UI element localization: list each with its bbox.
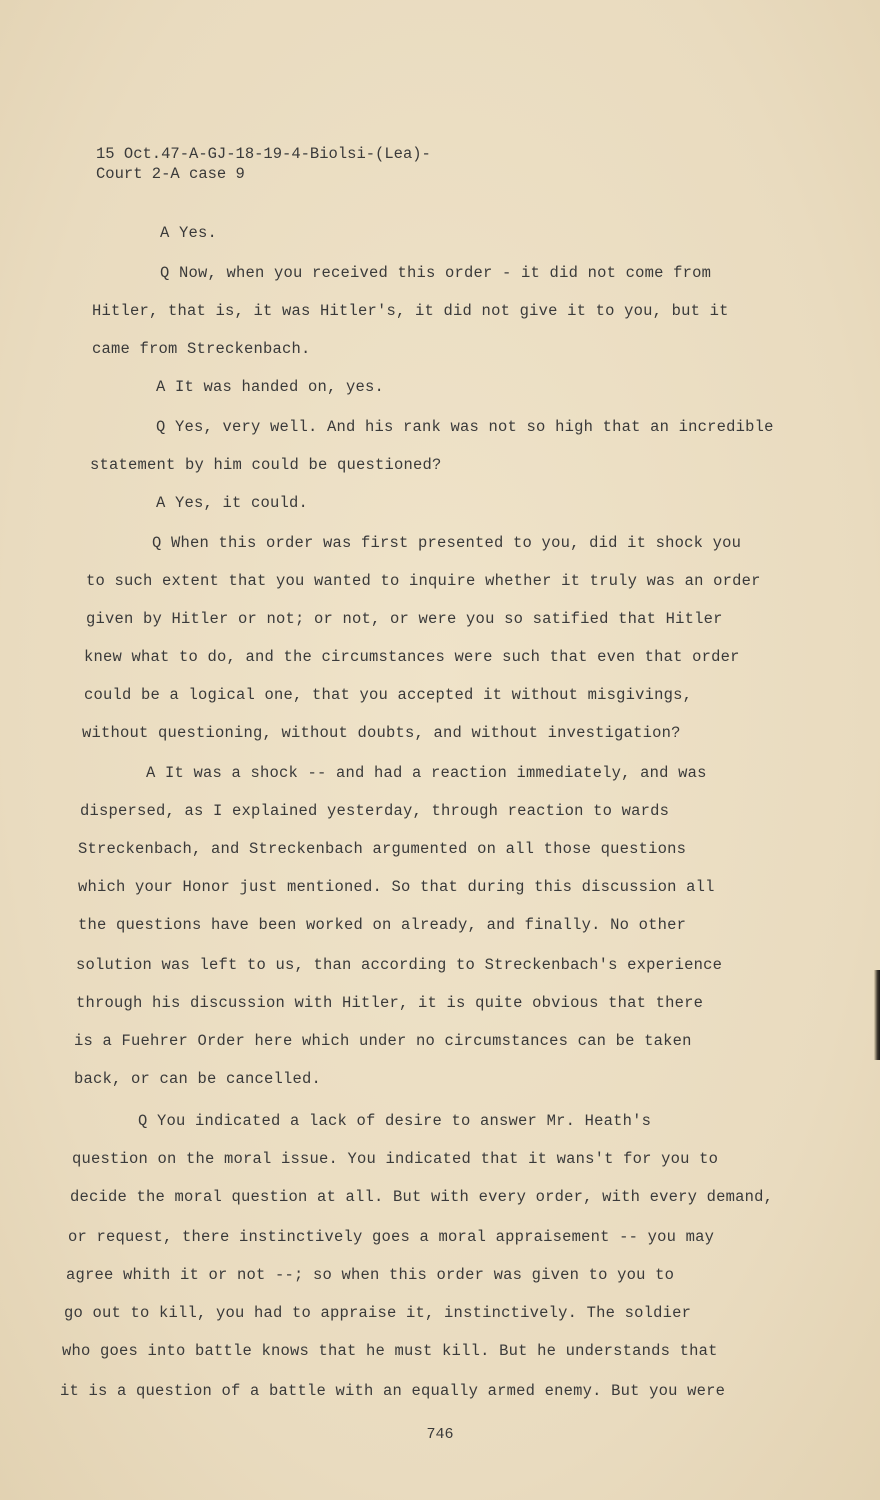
text-line: Q Now, when you received this order - it did not come from xyxy=(160,264,712,282)
text-line: Q Yes, very well. And his rank was not so high that an incredible xyxy=(156,418,774,436)
text-line: solution was left to us, than according to Streckenbach's experience xyxy=(76,956,723,974)
text-line: it is a question of a battle with an equally armed enemy. But you were xyxy=(60,1382,726,1400)
text-line: could be a logical one, that you accepted it without misgivings, xyxy=(84,686,693,704)
text-line: is a Fuehrer Order here which under no circumstances can be taken xyxy=(74,1032,692,1050)
document-header xyxy=(96,144,431,184)
binding-edge xyxy=(874,970,880,1060)
text-line: Q You indicated a lack of desire to answer Mr. Heath's xyxy=(138,1112,652,1130)
text-line: who goes into battle knows that he must kill. But he understands that xyxy=(62,1342,718,1360)
text-line: given by Hitler or not; or not, or were you so satified that Hitler xyxy=(86,610,723,628)
text-line: through his discussion with Hitler, it is quite obvious that there xyxy=(76,994,704,1012)
text-line: A It was a shock -- and had a reaction immediately, and was xyxy=(146,764,707,782)
text-line: which your Honor just mentioned. So that during this discussion all xyxy=(78,878,715,896)
text-line: or request, there instinctively goes a moral appraisement -- you may xyxy=(68,1228,715,1246)
text-line: Q When this order was first presented to you, did it shock you xyxy=(152,534,742,552)
text-line: decide the moral question at all. But with every order, with every demand, xyxy=(70,1188,774,1206)
text-line: statement by him could be questioned? xyxy=(90,456,442,474)
text-line: without questioning, without doubts, and without investigation? xyxy=(82,724,681,742)
text-line: Hitler, that is, it was Hitler's, it did not give it to you, but it xyxy=(92,302,729,320)
text-line: A Yes, it could. xyxy=(156,494,309,512)
text-line: A Yes. xyxy=(160,224,218,242)
text-line: Streckenbach, and Streckenbach argumented on all those questions xyxy=(78,840,687,858)
text-line: back, or can be cancelled. xyxy=(74,1070,322,1088)
text-line: to such extent that you wanted to inquire whether it truly was an order xyxy=(86,572,761,590)
header-line-2: Court 2-A case 9 xyxy=(96,165,245,183)
text-line: question on the moral issue. You indicated that it wans't for you to xyxy=(72,1150,719,1168)
text-line: dispersed, as I explained yesterday, through reaction to wards xyxy=(80,802,670,820)
text-line: came from Streckenbach. xyxy=(92,340,311,358)
text-line: the questions have been worked on already, and finally. No other xyxy=(78,916,687,934)
text-line: knew what to do, and the circumstances were such that even that order xyxy=(84,648,740,666)
header-line-1: 15 Oct.47-A-GJ-18-19-4-Biolsi-(Lea)- xyxy=(96,145,431,163)
page-number: 746 xyxy=(426,1426,454,1443)
text-line: agree whith it or not --; so when this order was given to you to xyxy=(66,1266,675,1284)
text-line: A It was handed on, yes. xyxy=(156,378,385,396)
text-line: go out to kill, you had to appraise it, instinctively. The soldier xyxy=(64,1304,692,1322)
